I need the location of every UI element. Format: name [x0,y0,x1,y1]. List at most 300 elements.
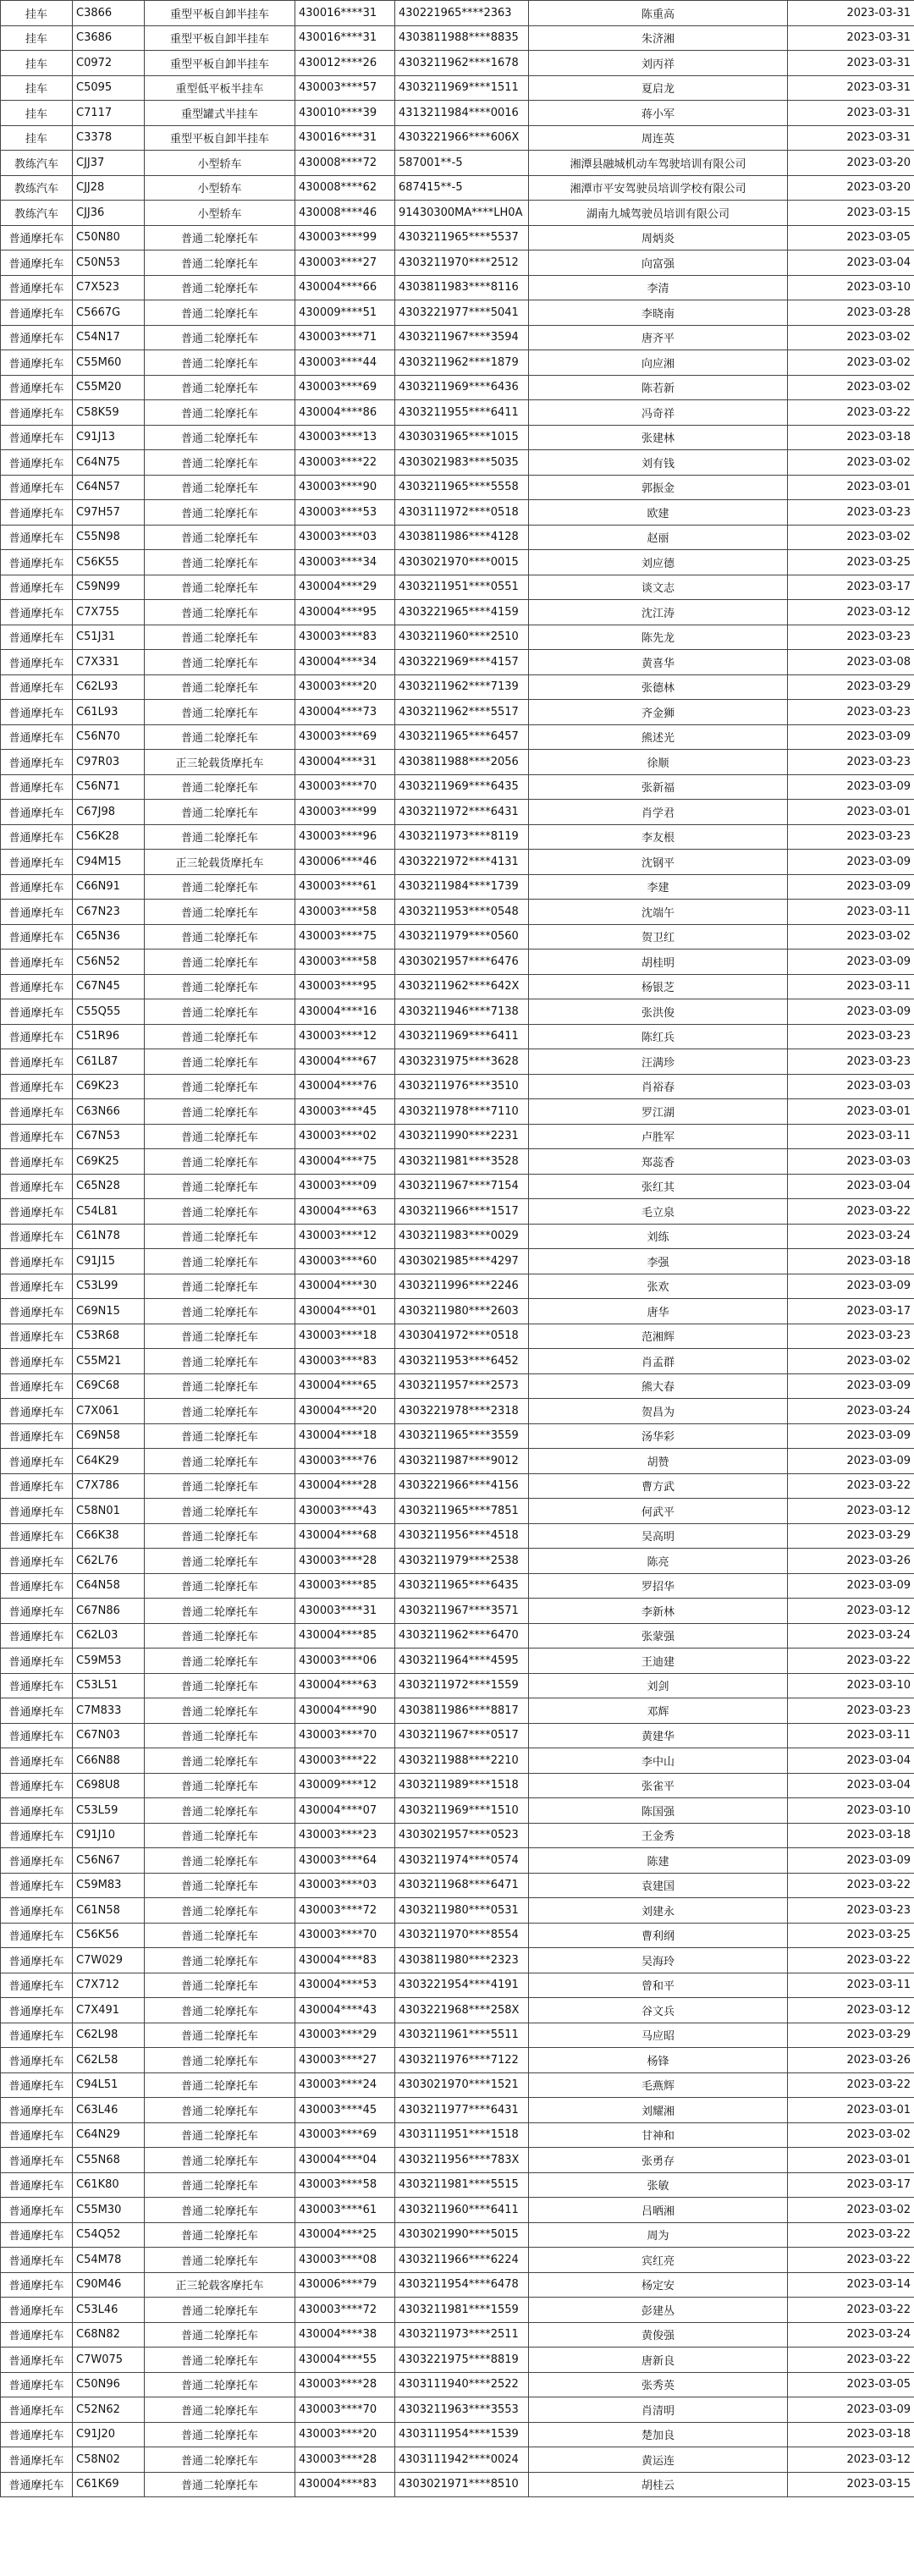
id-number-cell: 4303211960****6411 [395,2198,529,2223]
table-row [1,175,914,201]
date-cell: 2023-03-31 [788,101,914,126]
plate-number-cell: C61L93 [73,700,145,725]
plate-number-cell: C7X523 [73,275,145,300]
vehicle-category-cell: 挂车 [1,125,73,151]
date-cell: 2023-03-12 [788,1599,914,1624]
owner-id-cell: 430004****34 [295,650,395,675]
vehicle-category-cell: 普通摩托车 [1,1649,73,1674]
table-row [1,874,914,900]
table-row [1,949,914,975]
date-cell: 2023-03-23 [788,824,914,850]
plate-number-cell: C5667G [73,300,145,326]
date-cell: 2023-03-17 [788,575,914,600]
vehicle-category-cell: 普通摩托车 [1,2122,73,2148]
date-cell: 2023-03-28 [788,300,914,326]
owner-id-cell: 430003****20 [295,674,395,700]
plate-number-cell: C69K23 [73,1074,145,1099]
table-row [1,2348,914,2373]
date-cell: 2023-03-04 [788,1174,914,1199]
owner-id-cell: 430003****85 [295,1573,395,1599]
id-number-cell: 4303211987****9012 [395,1449,529,1474]
vehicle-category-cell: 普通摩托车 [1,275,73,300]
id-number-cell: 4303021970****1521 [395,2072,529,2098]
id-number-cell: 4303211966****6224 [395,2248,529,2273]
table-row [1,325,914,350]
table-row [1,550,914,575]
plate-number-cell: C56K56 [73,1923,145,1948]
vehicle-category-cell: 普通摩托车 [1,2072,73,2098]
vehicle-category-cell: 教练汽车 [1,151,73,176]
date-cell: 2023-03-01 [788,475,914,500]
plate-number-cell: C61N58 [73,1898,145,1924]
vehicle-type-cell: 普通二轮摩托车 [145,1349,295,1374]
vehicle-category-cell: 普通摩托车 [1,1274,73,1299]
id-number-cell: 4303211969****1510 [395,1798,529,1824]
id-number-cell: 4303111942****0024 [395,2447,529,2473]
table-row [1,1199,914,1225]
vehicle-category-cell: 普通摩托车 [1,1249,73,1274]
plate-number-cell: C62L98 [73,2023,145,2048]
id-number-cell: 4303211976****3510 [395,1074,529,1099]
id-number-cell: 4303211981****5515 [395,2172,529,2198]
owner-id-cell: 430003****61 [295,874,395,900]
date-cell: 2023-03-09 [788,1848,914,1874]
vehicle-category-cell: 普通摩托车 [1,425,73,450]
vehicle-category-cell: 挂车 [1,75,73,101]
vehicle-type-cell: 普通二轮摩托车 [145,375,295,400]
owner-id-cell: 430004****95 [295,600,395,625]
plate-number-cell: C53L46 [73,2298,145,2323]
table-row [1,1049,914,1075]
date-cell: 2023-03-23 [788,700,914,725]
vehicle-category-cell: 普通摩托车 [1,1723,73,1748]
date-cell: 2023-03-10 [788,1798,914,1824]
table-row [1,575,914,600]
vehicle-category-cell: 普通摩托车 [1,2372,73,2397]
date-cell: 2023-03-29 [788,2023,914,2048]
table-row [1,1324,914,1349]
date-cell: 2023-03-22 [788,1649,914,1674]
owner-id-cell: 430003****45 [295,1099,395,1125]
owner-id-cell: 430003****58 [295,2172,395,2198]
vehicle-type-cell: 普通二轮摩托车 [145,1549,295,1574]
owner-id-cell: 430004****43 [295,1998,395,2023]
date-cell: 2023-03-02 [788,525,914,550]
table-row [1,924,914,949]
id-number-cell: 4303211967****3571 [395,1599,529,1624]
owner-name-cell: 刘建永 [529,1898,788,1924]
vehicle-type-cell: 普通二轮摩托车 [145,1423,295,1449]
owner-id-cell: 430008****62 [295,175,395,201]
date-cell: 2023-03-02 [788,2198,914,2223]
id-number-cell: 4303221954****4191 [395,1973,529,1998]
vehicle-type-cell: 普通二轮摩托车 [145,475,295,500]
vehicle-type-cell: 重型罐式半挂车 [145,101,295,126]
plate-number-cell: C63N66 [73,1099,145,1125]
vehicle-type-cell: 普通二轮摩托车 [145,1723,295,1748]
vehicle-type-cell: 普通二轮摩托车 [145,1623,295,1649]
table-row [1,1649,914,1674]
date-cell: 2023-03-01 [788,2148,914,2173]
vehicle-type-cell: 普通二轮摩托车 [145,1149,295,1175]
owner-name-cell: 毛立泉 [529,1199,788,1225]
owner-name-cell: 陈亮 [529,1549,788,1574]
owner-name-cell: 唐华 [529,1299,788,1324]
owner-id-cell: 430003****69 [295,375,395,400]
owner-id-cell: 430003****28 [295,2372,395,2397]
date-cell: 2023-03-15 [788,201,914,226]
vehicle-category-cell: 普通摩托车 [1,1773,73,1798]
plate-number-cell: C0972 [73,51,145,76]
table-row [1,225,914,250]
owner-id-cell: 430003****12 [295,1224,395,1249]
owner-name-cell: 谈文志 [529,575,788,600]
vehicle-category-cell: 普通摩托车 [1,850,73,875]
date-cell: 2023-03-09 [788,1373,914,1399]
id-number-cell: 4303111972****0518 [395,500,529,526]
date-cell: 2023-03-11 [788,1124,914,1149]
vehicle-category-cell: 普通摩托车 [1,2348,73,2373]
owner-id-cell: 430006****79 [295,2272,395,2298]
plate-number-cell: C67N45 [73,974,145,999]
owner-name-cell: 陈国强 [529,1798,788,1824]
vehicle-category-cell: 普通摩托车 [1,750,73,775]
owner-id-cell: 430003****60 [295,1249,395,1274]
id-number-cell: 4303211983****0029 [395,1224,529,1249]
vehicle-type-cell: 普通二轮摩托车 [145,1698,295,1724]
vehicle-type-cell: 普通二轮摩托车 [145,1823,295,1848]
vehicle-type-cell: 普通二轮摩托车 [145,1673,295,1698]
vehicle-category-cell: 普通摩托车 [1,1599,73,1624]
vehicle-category-cell: 普通摩托车 [1,1523,73,1549]
plate-number-cell: C91J10 [73,1823,145,1848]
plate-number-cell: C67N03 [73,1723,145,1748]
vehicle-type-cell: 普通二轮摩托车 [145,2348,295,2373]
vehicle-type-cell: 普通二轮摩托车 [145,774,295,800]
owner-id-cell: 430004****30 [295,1274,395,1299]
vehicle-category-cell: 普通摩托车 [1,2198,73,2223]
owner-id-cell: 430003****27 [295,250,395,276]
vehicle-type-cell: 普通二轮摩托车 [145,974,295,999]
owner-id-cell: 430003****22 [295,1748,395,1774]
date-cell: 2023-03-11 [788,1723,914,1748]
table-row [1,25,914,51]
vehicle-category-cell: 普通摩托车 [1,2048,73,2073]
table-row [1,1423,914,1449]
plate-number-cell: C69K25 [73,1149,145,1175]
date-cell: 2023-03-04 [788,1773,914,1798]
plate-number-cell: C56N70 [73,724,145,750]
plate-number-cell: C62L03 [73,1623,145,1649]
vehicle-type-cell: 普通二轮摩托车 [145,2172,295,2198]
date-cell: 2023-03-18 [788,1823,914,1848]
vehicle-type-cell: 重型平板自卸半挂车 [145,125,295,151]
id-number-cell: 4303021970****0015 [395,550,529,575]
plate-number-cell: C55N68 [73,2148,145,2173]
plate-number-cell: C61N78 [73,1224,145,1249]
table-row [1,1798,914,1824]
owner-name-cell: 罗江湖 [529,1099,788,1125]
vehicle-category-cell: 普通摩托车 [1,2422,73,2447]
vehicle-type-cell: 重型平板自卸半挂车 [145,1,295,26]
owner-name-cell: 曹利纲 [529,1923,788,1948]
table-row [1,1773,914,1798]
table-row [1,824,914,850]
vehicle-category-cell: 普通摩托车 [1,1049,73,1075]
id-number-cell: 4303211965****5537 [395,225,529,250]
date-cell: 2023-03-24 [788,1399,914,1424]
table-row [1,125,914,151]
vehicle-type-cell: 普通二轮摩托车 [145,1299,295,1324]
vehicle-category-cell: 普通摩托车 [1,1399,73,1424]
owner-id-cell: 430003****75 [295,924,395,949]
plate-number-cell: C67N23 [73,900,145,925]
owner-name-cell: 朱济湘 [529,25,788,51]
owner-name-cell: 王迪建 [529,1649,788,1674]
plate-number-cell: C91J20 [73,2422,145,2447]
owner-id-cell: 430004****83 [295,2472,395,2497]
id-number-cell: 4303221968****258X [395,1998,529,2023]
owner-id-cell: 430003****09 [295,1174,395,1199]
owner-id-cell: 430004****85 [295,1623,395,1649]
date-cell: 2023-03-31 [788,75,914,101]
id-number-cell: 4303211990****2231 [395,1124,529,1149]
plate-number-cell: C7X491 [73,1998,145,2023]
date-cell: 2023-03-17 [788,2172,914,2198]
owner-name-cell: 蒋小军 [529,101,788,126]
plate-number-cell: C69N58 [73,1423,145,1449]
owner-name-cell: 张欢 [529,1274,788,1299]
vehicle-type-cell: 普通二轮摩托车 [145,600,295,625]
plate-number-cell: C58N01 [73,1499,145,1524]
owner-name-cell: 张洪俊 [529,999,788,1025]
vehicle-category-cell: 普通摩托车 [1,974,73,999]
table-row [1,1549,914,1574]
date-cell: 2023-03-14 [788,2272,914,2298]
owner-name-cell: 郑蕊香 [529,1149,788,1175]
table-row [1,2272,914,2298]
id-number-cell: 4303111954****1539 [395,2422,529,2447]
vehicle-type-cell: 普通二轮摩托车 [145,625,295,650]
date-cell: 2023-03-22 [788,2248,914,2273]
vehicle-type-cell: 普通二轮摩托车 [145,1099,295,1125]
owner-id-cell: 430003****27 [295,2048,395,2073]
date-cell: 2023-03-24 [788,1224,914,1249]
date-cell: 2023-03-26 [788,1549,914,1574]
plate-number-cell: C698U8 [73,1773,145,1798]
owner-id-cell: 430008****72 [295,151,395,176]
vehicle-type-cell: 普通二轮摩托车 [145,2098,295,2123]
id-number-cell: 4303211962****1879 [395,350,529,376]
owner-id-cell: 430003****03 [295,525,395,550]
vehicle-type-cell: 普通二轮摩托车 [145,450,295,476]
id-number-cell: 4303021971****8510 [395,2472,529,2497]
id-number-cell: 4303811983****8116 [395,275,529,300]
vehicle-type-cell: 普通二轮摩托车 [145,250,295,276]
owner-id-cell: 430003****70 [295,1923,395,1948]
owner-name-cell: 赵丽 [529,525,788,550]
id-number-cell: 4303021957****0523 [395,1823,529,1848]
vehicle-category-cell: 普通摩托车 [1,1174,73,1199]
owner-id-cell: 430003****69 [295,724,395,750]
owner-name-cell: 湘潭市平安驾驶员培训学校有限公司 [529,175,788,201]
id-number-cell: 4303211973****2511 [395,2322,529,2348]
date-cell: 2023-03-09 [788,2397,914,2423]
owner-name-cell: 李中山 [529,1748,788,1774]
plate-number-cell: C53L59 [73,1798,145,1824]
owner-name-cell: 李新林 [529,1599,788,1624]
owner-name-cell: 楚加良 [529,2422,788,2447]
date-cell: 2023-03-12 [788,600,914,625]
id-number-cell: 4303211979****0560 [395,924,529,949]
plate-number-cell: C61K69 [73,2472,145,2497]
date-cell: 2023-03-22 [788,2348,914,2373]
plate-number-cell: C59M83 [73,1873,145,1898]
vehicle-type-cell: 普通二轮摩托车 [145,1649,295,1674]
owner-id-cell: 430003****83 [295,1349,395,1374]
vehicle-category-cell: 普通摩托车 [1,1873,73,1898]
vehicle-type-cell: 普通二轮摩托车 [145,2322,295,2348]
date-cell: 2023-03-25 [788,1923,914,1948]
owner-name-cell: 张德林 [529,674,788,700]
id-number-cell: 4303031965****1015 [395,425,529,450]
owner-id-cell: 430003****57 [295,75,395,101]
table-row [1,51,914,76]
date-cell: 2023-03-09 [788,774,914,800]
vehicle-type-cell: 普通二轮摩托车 [145,1948,295,1973]
table-row [1,1373,914,1399]
date-cell: 2023-03-23 [788,1898,914,1924]
owner-name-cell: 刘耀湘 [529,2098,788,2123]
date-cell: 2023-03-26 [788,2048,914,2073]
date-cell: 2023-03-24 [788,2322,914,2348]
id-number-cell: 4303811986****4128 [395,525,529,550]
id-number-cell: 4303211981****1559 [395,2298,529,2323]
vehicle-category-cell: 普通摩托车 [1,900,73,925]
id-number-cell: 4303021957****6476 [395,949,529,975]
date-cell: 2023-03-23 [788,1324,914,1349]
vehicle-type-cell: 普通二轮摩托车 [145,2298,295,2323]
id-number-cell: 4303021985****4297 [395,1249,529,1274]
plate-number-cell: C65N28 [73,1174,145,1199]
plate-number-cell: C62L58 [73,2048,145,2073]
date-cell: 2023-03-18 [788,2422,914,2447]
vehicle-type-cell: 普通二轮摩托车 [145,1973,295,1998]
table-row [1,1149,914,1175]
vehicle-type-cell: 普通二轮摩托车 [145,400,295,426]
table-row [1,2447,914,2473]
owner-id-cell: 430004****29 [295,575,395,600]
owner-name-cell: 杨锋 [529,2048,788,2073]
plate-number-cell: C91J13 [73,425,145,450]
table-row [1,1224,914,1249]
plate-number-cell: C3378 [73,125,145,151]
owner-name-cell: 汤华彩 [529,1423,788,1449]
date-cell: 2023-03-31 [788,1,914,26]
owner-id-cell: 430003****22 [295,450,395,476]
id-number-cell: 4303211974****0574 [395,1848,529,1874]
owner-name-cell: 胡桂明 [529,949,788,975]
id-number-cell: 4303211979****2538 [395,1549,529,1574]
id-number-cell: 4303211969****6411 [395,1024,529,1049]
plate-number-cell: C7X786 [73,1473,145,1499]
plate-number-cell: C7117 [73,101,145,126]
vehicle-category-cell: 普通摩托车 [1,824,73,850]
id-number-cell: 4303211961****5511 [395,2023,529,2048]
vehicle-category-cell: 普通摩托车 [1,1224,73,1249]
table-row [1,850,914,875]
plate-number-cell: C62L93 [73,674,145,700]
table-row [1,1748,914,1774]
table-row [1,1349,914,1374]
vehicle-type-cell: 普通二轮摩托车 [145,1898,295,1924]
owner-id-cell: 430004****25 [295,2222,395,2248]
id-number-cell: 4303211946****7138 [395,999,529,1025]
vehicle-category-cell: 普通摩托车 [1,2248,73,2273]
table-row [1,2098,914,2123]
table-row [1,275,914,300]
owner-name-cell: 杨定安 [529,2272,788,2298]
table-row [1,900,914,925]
vehicle-type-cell: 普通二轮摩托车 [145,900,295,925]
owner-name-cell: 黄建华 [529,1723,788,1748]
owner-id-cell: 430003****34 [295,550,395,575]
owner-id-cell: 430004****68 [295,1523,395,1549]
owner-id-cell: 430003****23 [295,1823,395,1848]
table-row [1,1449,914,1474]
plate-number-cell: C50N53 [73,250,145,276]
owner-name-cell: 胡赞 [529,1449,788,1474]
table-row [1,800,914,825]
plate-number-cell: C7W029 [73,1948,145,1973]
plate-number-cell: C50N96 [73,2372,145,2397]
plate-number-cell: C62L76 [73,1549,145,1574]
date-cell: 2023-03-09 [788,724,914,750]
owner-name-cell: 张秀英 [529,2372,788,2397]
owner-name-cell: 张雀平 [529,1773,788,1798]
owner-name-cell: 李建 [529,874,788,900]
table-row [1,600,914,625]
vehicle-category-cell: 普通摩托车 [1,2472,73,2497]
id-number-cell: 4303211956****783X [395,2148,529,2173]
owner-name-cell: 熊述光 [529,724,788,750]
id-number-cell: 4303221975****8819 [395,2348,529,2373]
date-cell: 2023-03-12 [788,2447,914,2473]
owner-id-cell: 430003****90 [295,475,395,500]
plate-number-cell: C58K59 [73,400,145,426]
owner-name-cell: 袁建国 [529,1873,788,1898]
owner-name-cell: 吴海玲 [529,1948,788,1973]
plate-number-cell: C5095 [73,75,145,101]
date-cell: 2023-03-29 [788,1523,914,1549]
owner-id-cell: 430004****83 [295,1948,395,1973]
date-cell: 2023-03-03 [788,1149,914,1175]
id-number-cell: 4303211978****7110 [395,1099,529,1125]
owner-id-cell: 430004****90 [295,1698,395,1724]
date-cell: 2023-03-09 [788,1449,914,1474]
vehicle-category-cell: 普通摩托车 [1,2098,73,2123]
plate-number-cell: C7X331 [73,650,145,675]
id-number-cell: 4303021990****5015 [395,2222,529,2248]
date-cell: 2023-03-02 [788,2122,914,2148]
vehicle-type-cell: 普通二轮摩托车 [145,999,295,1025]
id-number-cell: 4303221966****4156 [395,1473,529,1499]
vehicle-category-cell: 挂车 [1,25,73,51]
plate-number-cell: C55M21 [73,1349,145,1374]
table-row [1,1473,914,1499]
owner-id-cell: 430003****53 [295,500,395,526]
plate-number-cell: C64N57 [73,475,145,500]
